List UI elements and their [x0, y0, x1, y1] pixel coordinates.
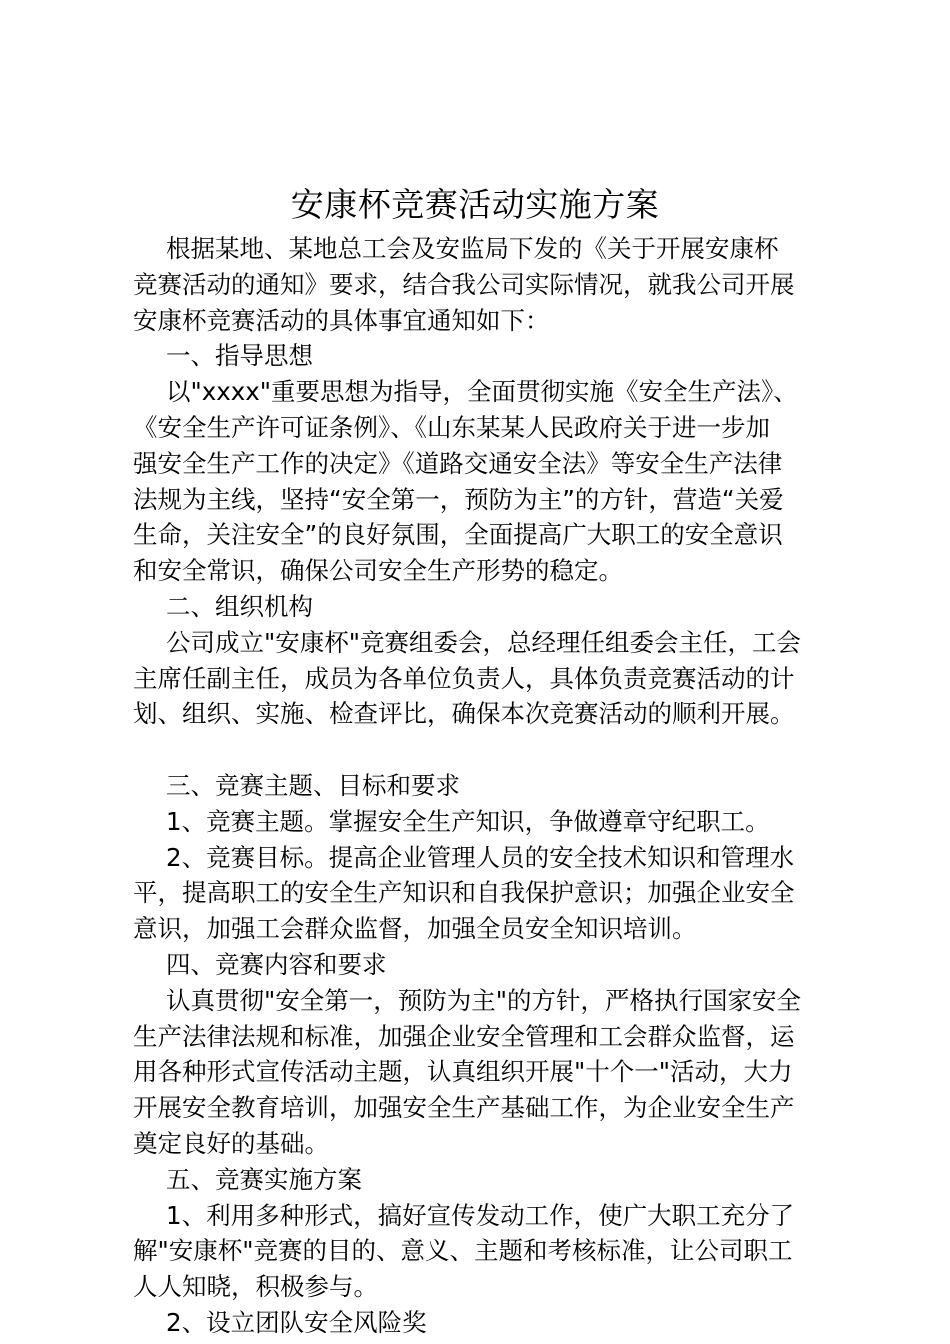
text-line: 2、竞赛目标。提高企业管理人员的安全技术知识和管理水 — [166, 842, 795, 872]
section-heading: 五、竞赛实施方案 — [166, 1164, 362, 1194]
text-line: 平，提高职工的安全生产知识和自我保护意识；加强企业安全 — [133, 878, 795, 908]
section-heading: 二、组织机构 — [166, 591, 313, 621]
text-line: 以"xxxx"重要思想为指导，全面贯彻实施《安全生产法》、 — [166, 377, 798, 407]
text-line: 竞赛活动的通知》要求，结合我公司实际情况，就我公司开展 — [133, 269, 795, 299]
text-line: 和安全常识，确保公司安全生产形势的稳定。 — [133, 556, 623, 586]
text-line: 生命，关注安全”的良好氛围，全面提高广大职工的安全意识 — [133, 520, 783, 550]
document-body — [133, 231, 833, 1341]
text-line: 划、组织、实施、检查评比，确保本次竞赛活动的顺利开展。 — [133, 699, 795, 729]
text-line: 强安全生产工作的决定》《道路交通安全法》等安全生产法律 — [133, 448, 783, 478]
text-line: 奠定良好的基础。 — [133, 1128, 329, 1158]
text-line: 生产法律法规和标准，加强企业安全管理和工会群众监督，运 — [133, 1021, 795, 1051]
text-line: 《安全生产许可证条例》、《山东某某人民政府关于进一步加 — [133, 412, 770, 442]
text-line: 根据某地、某地总工会及安监局下发的《关于开展安康杯 — [166, 234, 779, 263]
text-line: 1、利用多种形式，搞好宣传发动工作，使广大职工充分了 — [166, 1200, 795, 1230]
text-line: 1、竞赛主题。掌握安全生产知识，争做遵章守纪职工。 — [166, 806, 770, 836]
text-line: 认真贯彻"安全第一，预防为主"的方针，严格执行国家安全 — [166, 985, 802, 1015]
text-line: 解"安康杯"竞赛的目的、意义、主题和考核标准，让公司职工 — [133, 1236, 793, 1266]
text-line: 用各种形式宣传活动主题，认真组织开展"十个一"活动，大力 — [133, 1057, 793, 1087]
text-line: 安康杯竞赛活动的具体事宜通知如下： — [133, 305, 550, 335]
text-line: 开展安全教育培训，加强安全生产基础工作，为企业安全生产 — [133, 1093, 795, 1123]
section-heading: 一、指导思想 — [166, 341, 313, 371]
blank-line — [133, 732, 833, 768]
text-line: 法规为主线，坚持“安全第一，预防为主”的方针，营造“关爱 — [133, 484, 784, 514]
text-line: 2、设立团队安全风险奖 — [166, 1307, 427, 1337]
text-line: 人人知晓，积极参与。 — [133, 1272, 378, 1302]
text-line: 公司成立"安康杯"竞赛组委会，总经理任组委会主任，工会 — [166, 627, 802, 657]
document-title: 安康杯竞赛活动实施方案 — [290, 185, 660, 224]
section-heading: 四、竞赛内容和要求 — [166, 949, 387, 979]
text-line: 主席任副主任，成员为各单位负责人，具体负责竞赛活动的计 — [133, 663, 795, 693]
section-heading: 三、竞赛主题、目标和要求 — [166, 770, 460, 800]
text-line: 意识，加强工会群众监督，加强全员安全知识培训。 — [133, 914, 697, 944]
